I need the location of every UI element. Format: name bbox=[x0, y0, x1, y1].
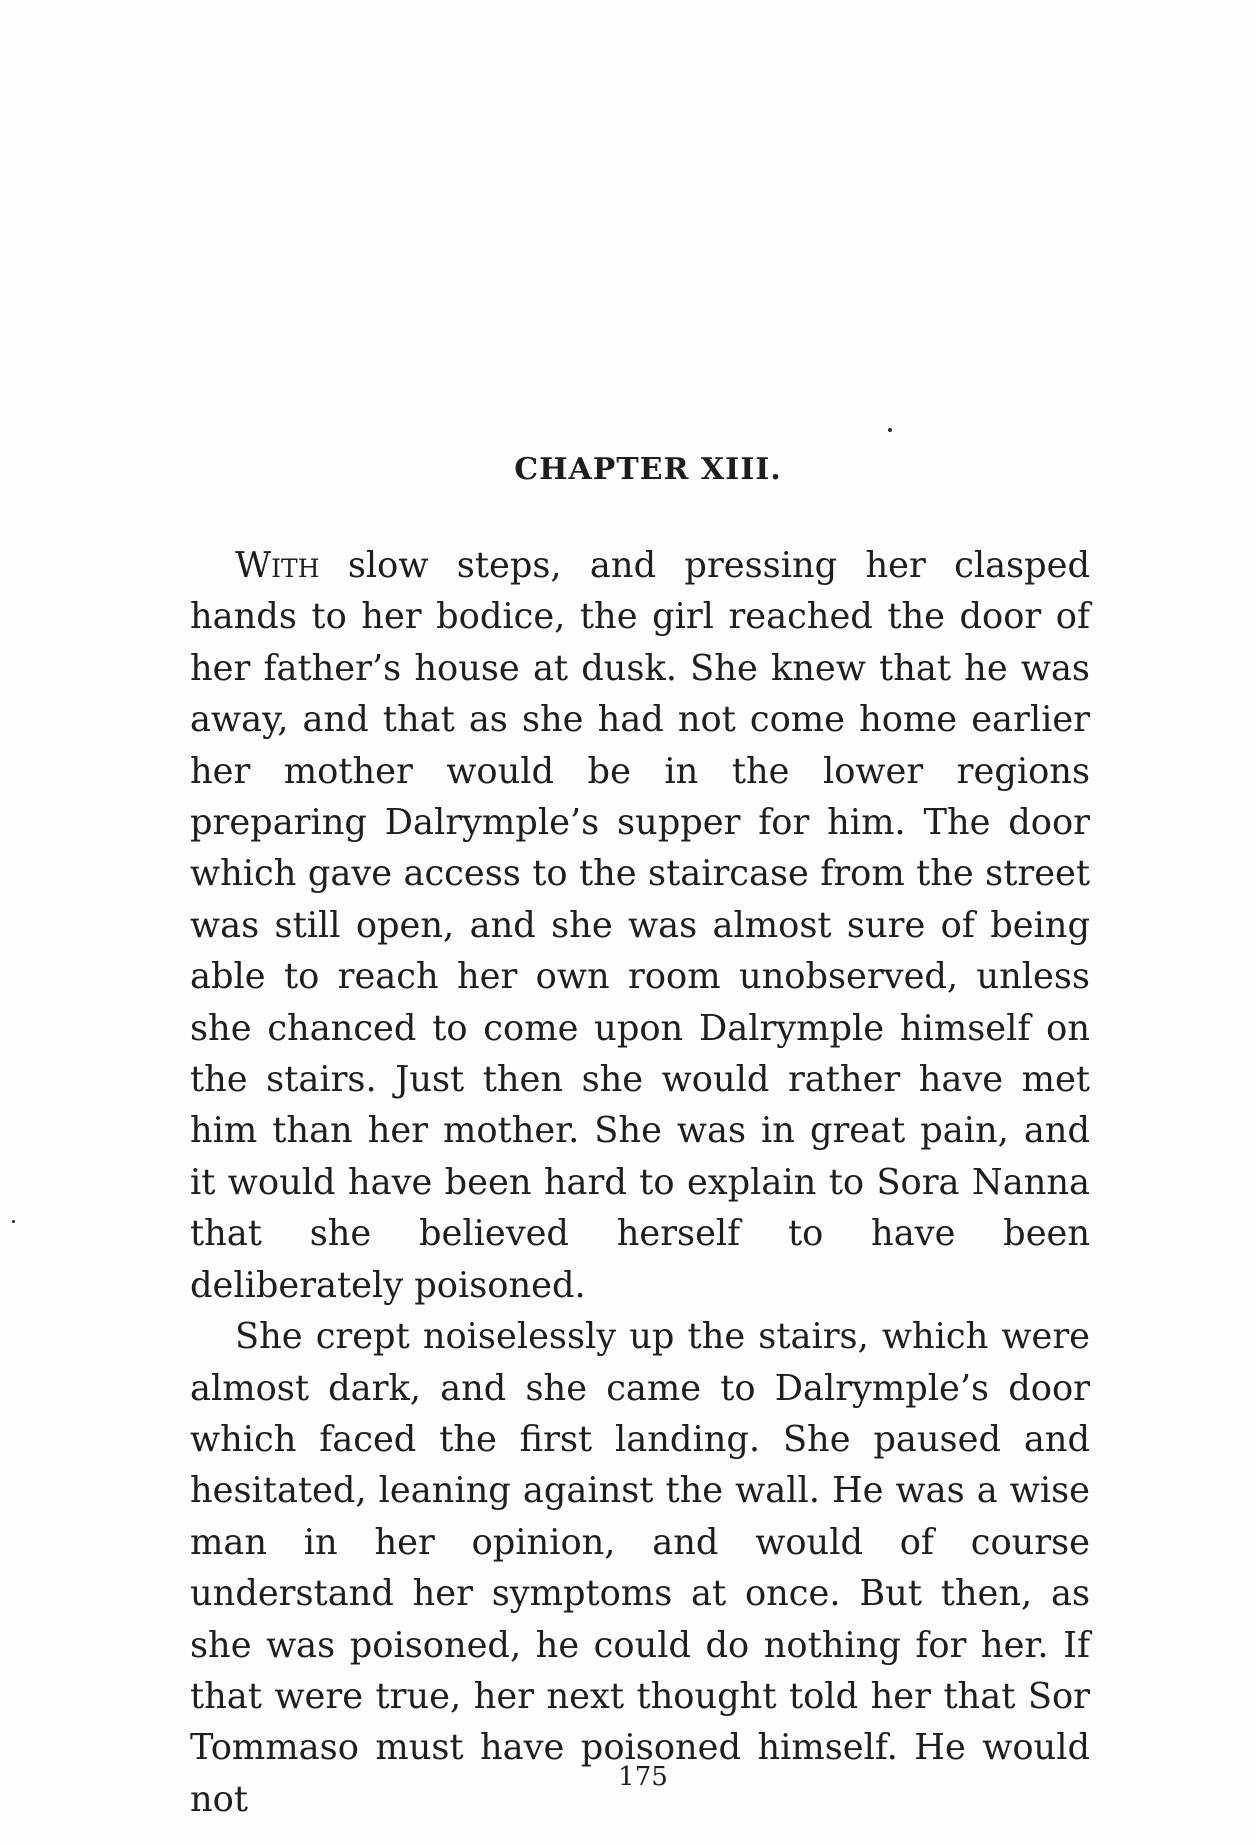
paragraph-2-text: She crept noiselessly up the stairs, which were almost dark, and she came to Dalrymple’s door which faced the first landing. She paused and hesitated, leaning against the wall. He was a wise man in her opinion, and would of course understand her symptoms at once. But then, as she was poisoned, he could do nothing for her. If that were true, her next thought told her that Sor Tommaso must have poisoned himself. He would not bbox=[190, 1316, 1090, 1820]
ink-speck bbox=[12, 1220, 15, 1223]
paragraph-lead-word: With bbox=[235, 545, 320, 586]
paragraph-1 bbox=[190, 540, 1090, 1311]
chapter-title: CHAPTER XIII. bbox=[514, 452, 782, 487]
paragraph-1-text: slow steps, and pressing her clasped hands to her bodice, the girl reached the door of her father’s house at dusk. She knew that he was away, and that as she had not come home earlier her mother would be in the lower regions preparing Dalrymple’s supper for him. The door which gave access to the staircase from the street was still open, and she was almost sure of being able to reach her own room unobserved, unless she chanced to come upon Dalrymple himself on the stairs. Just then she would rather have met him than her mother. She was in great pain, and it would have been hard to explain to Sora Nanna that she believed herself to have been deliberately poisoned. bbox=[190, 545, 1090, 1306]
ink-speck bbox=[888, 428, 892, 432]
page-number: 175 bbox=[618, 1762, 668, 1792]
paragraph-2 bbox=[190, 1311, 1090, 1825]
body-text bbox=[190, 540, 1090, 1825]
